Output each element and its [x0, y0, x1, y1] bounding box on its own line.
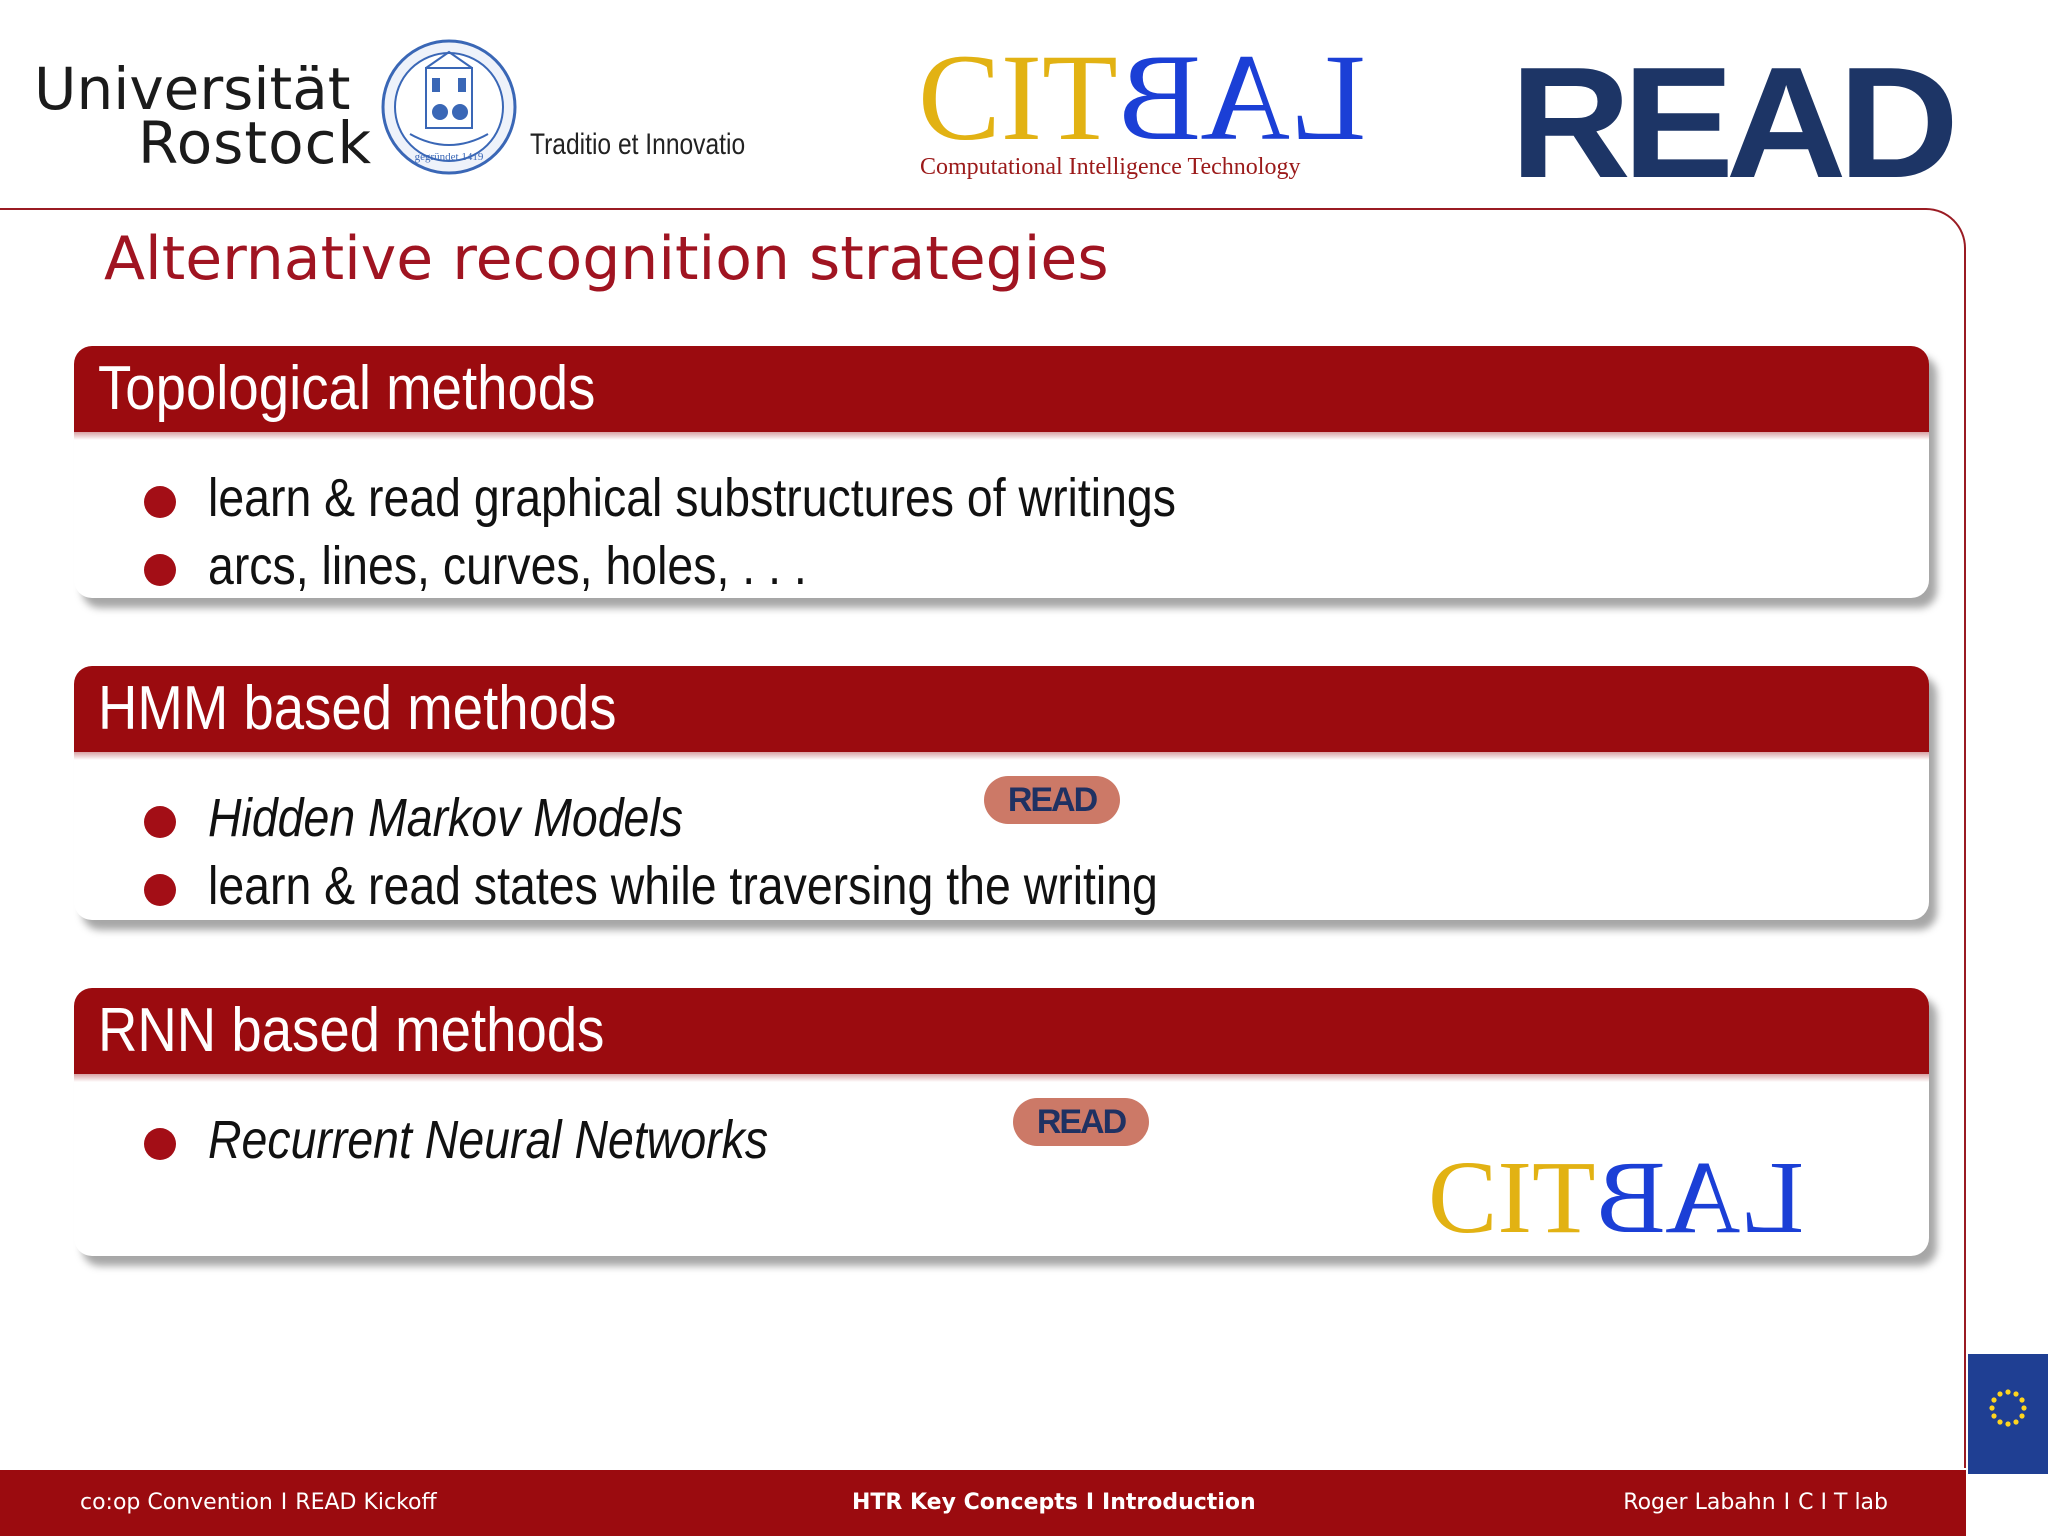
bullet-icon: [144, 1128, 176, 1160]
citlab-corner-logo: CITLAB: [1428, 1140, 1804, 1255]
list-item: learn & read states while traversing the writing: [74, 852, 1929, 920]
university-name-line1: Universität: [34, 55, 351, 123]
citlab-lab: LAB: [1117, 29, 1366, 166]
bullet-icon: [144, 874, 176, 906]
seal-text: gegründet 1419: [414, 151, 484, 163]
citlab-subtitle: Computational Intelligence Technology: [920, 154, 1301, 180]
footer-center: HTR Key Concepts I Introduction: [852, 1490, 1256, 1515]
read-logo: READ: [1510, 35, 1951, 211]
university-name-line2: Rostock: [138, 109, 373, 177]
read-badge[interactable]: READ: [1013, 1098, 1149, 1146]
bullet-icon: [144, 486, 176, 518]
block-title: HMM based methods: [74, 666, 1929, 752]
citlab-logo: [918, 29, 1366, 166]
list-item: Hidden Markov Models: [74, 784, 1929, 852]
list-item: learn & read graphical substructures of writings: [74, 464, 1929, 532]
citlab-cit: CIT: [918, 29, 1118, 166]
bullet-icon: [144, 806, 176, 838]
block-items: [74, 440, 1929, 600]
list-item: arcs, lines, curves, holes, . . .: [74, 532, 1929, 600]
footer-left: co:op Convention I READ Kickoff: [80, 1490, 437, 1515]
slide-title: Alternative recognition strategies: [104, 224, 1109, 294]
block-title: RNN based methods: [74, 988, 1929, 1074]
footer-right: Roger Labahn I C I T lab: [1623, 1490, 1888, 1515]
footer-bar: [0, 1470, 1966, 1536]
university-motto: Traditio et Innovatio: [530, 128, 746, 161]
university-seal-icon: [380, 38, 518, 176]
read-badge[interactable]: READ: [984, 776, 1120, 824]
bullet-icon: [144, 554, 176, 586]
block-hmm: [74, 666, 1929, 920]
block-title: Topological methods: [74, 346, 1929, 432]
list-item: Recurrent Neural Networks: [74, 1106, 1929, 1174]
block-topological: [74, 346, 1929, 598]
eu-flag-icon: [1968, 1354, 2048, 1474]
